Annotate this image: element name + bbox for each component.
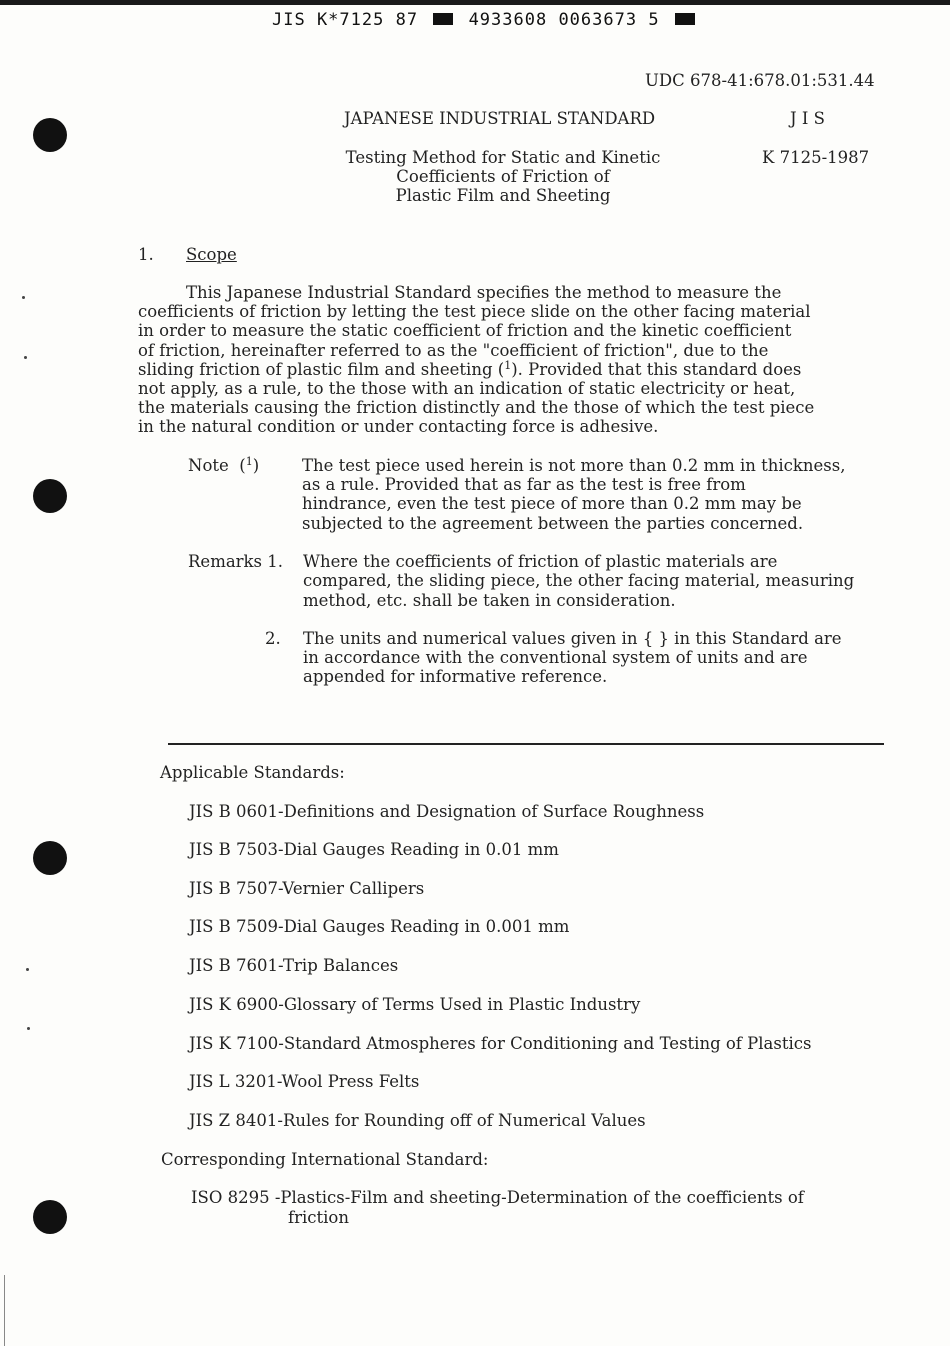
iso-line-1: ISO 8295 -Plastics-Film and sheeting-Determination of the coefficients of — [191, 1188, 804, 1207]
applicable-item: JIS L 3201-Wool Press Felts — [189, 1072, 420, 1091]
speck — [27, 1027, 30, 1030]
applicable-item: JIS B 7503-Dial Gauges Reading in 0.01 mm — [189, 840, 559, 859]
code-mid: 4933608 0063673 5 — [468, 10, 660, 30]
punch-hole-icon — [33, 118, 67, 152]
speck — [24, 356, 27, 359]
remark1-line-2: compared, the sliding piece, the other facing material, measuring — [303, 571, 855, 590]
section-number: 1. — [138, 245, 154, 264]
remark2-number: 2. — [265, 629, 281, 648]
jis-mark: J I S — [790, 109, 825, 128]
applicable-item: JIS B 7509-Dial Gauges Reading in 0.001 mm — [189, 917, 570, 936]
note-label: Note ($^1$) — [188, 455, 260, 475]
punch-hole-icon — [33, 1200, 67, 1234]
applicable-item: JIS K 7100-Standard Atmospheres for Conditioning and Testing of Plastics — [189, 1034, 812, 1053]
punch-hole-icon — [33, 479, 67, 513]
scope-line-2: coefficients of friction by letting the test piece slide on the other facing material — [138, 302, 811, 321]
remark1-line-1: Where the coefficients of friction of plastic materials are — [303, 552, 778, 571]
applicable-item: JIS Z 8401-Rules for Rounding off of Numerical Values — [189, 1111, 646, 1130]
note-line-3: hindrance, even the test piece of more than 0.2 mm may be — [302, 494, 802, 513]
scope-line-5a: sliding friction of plastic film and sheeting ( — [138, 360, 505, 379]
document-code-strip — [272, 10, 699, 30]
scan-edge-line — [4, 1275, 5, 1346]
title-line-3: Plastic Film and Sheeting — [395, 186, 611, 205]
note-mark: 1 — [245, 455, 253, 468]
section-title: Scope — [186, 245, 237, 264]
standard-number: K 7125-1987 — [762, 148, 870, 167]
iso-line-2: friction — [288, 1208, 349, 1227]
applicable-item: JIS B 7601-Trip Balances — [189, 956, 399, 975]
scope-line-5b: ). Provided that this standard does — [511, 360, 802, 379]
scope-line-8: in the natural condition or under contacting force is adhesive. — [138, 417, 659, 436]
scope-line-6: not apply, as a rule, to the those with an indication of static electricity or heat, — [138, 379, 796, 398]
black-square-icon — [675, 13, 695, 25]
scope-line-5 — [138, 360, 801, 379]
note-line-1: The test piece used herein is not more than 0.2 mm in thickness, — [302, 456, 846, 475]
code-left: JIS K*7125 87 — [272, 10, 419, 30]
remark2-line-1: The units and numerical values given in { } in this Standard are — [303, 629, 842, 648]
title-line-1: Testing Method for Static and Kinetic — [345, 148, 661, 167]
footnote-ref: 1 — [504, 359, 512, 372]
applicable-item: JIS B 0601-Definitions and Designation of Surface Roughness — [189, 802, 705, 821]
title-line-2: Coefficients of Friction of — [396, 167, 610, 186]
scope-line-4: of friction, hereinafter referred to as the "coefficient of friction", due to the — [138, 341, 769, 360]
section-divider — [168, 743, 884, 745]
note-word: Note — [188, 456, 229, 475]
note-line-4: subjected to the agreement between the parties concerned. — [302, 514, 804, 533]
udc-code: UDC 678-41:678.01:531.44 — [645, 71, 875, 90]
applicable-item: JIS B 7507-Vernier Callipers — [189, 879, 425, 898]
remarks-label: Remarks 1. — [188, 552, 284, 571]
applicable-item: JIS K 6900-Glossary of Terms Used in Plastic Industry — [189, 995, 641, 1014]
punch-hole-icon — [33, 841, 67, 875]
remark2-line-2: in accordance with the conventional system of units and are — [303, 648, 808, 667]
international-heading: Corresponding International Standard: — [161, 1150, 489, 1169]
speck — [22, 296, 25, 299]
top-edge-bar — [0, 0, 950, 5]
scope-line-7: the materials causing the friction distinctly and the those of which the test piece — [138, 398, 815, 417]
black-square-icon — [433, 13, 453, 25]
applicable-heading: Applicable Standards: — [160, 763, 345, 782]
remark2-line-3: appended for informative reference. — [303, 667, 608, 686]
note-line-2: as a rule. Provided that as far as the test is free from — [302, 475, 746, 494]
remark1-line-3: method, etc. shall be taken in consideration. — [303, 591, 676, 610]
scope-line-3: in order to measure the static coefficient of friction and the kinetic coefficient — [138, 321, 792, 340]
standard-org: JAPANESE INDUSTRIAL STANDARD — [344, 109, 656, 128]
speck — [26, 968, 29, 971]
scope-line-1: This Japanese Industrial Standard specifies the method to measure the — [186, 283, 782, 302]
